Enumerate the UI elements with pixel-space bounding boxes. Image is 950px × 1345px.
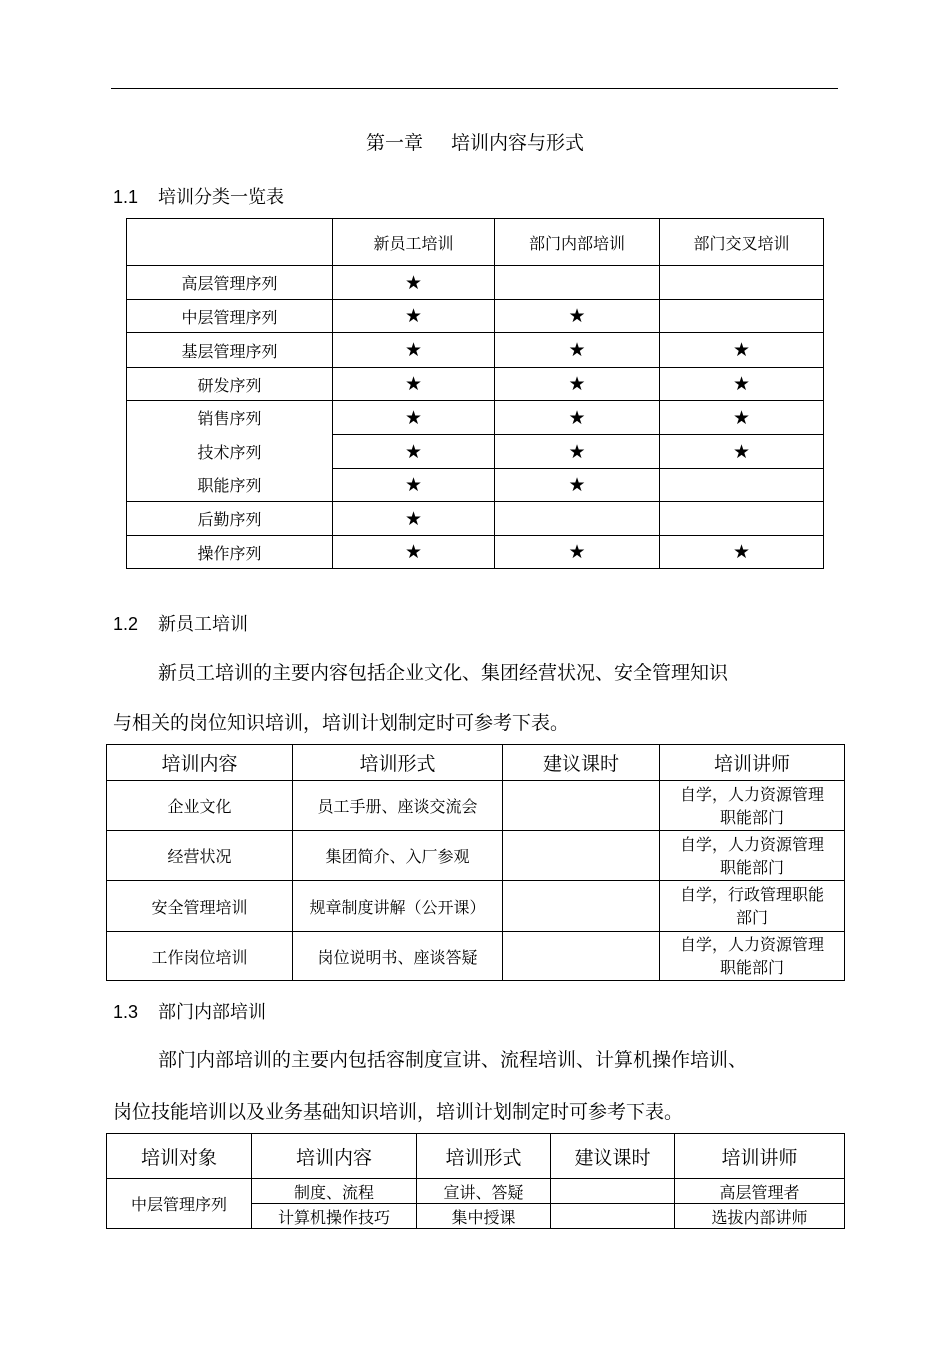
star-cell: ★ xyxy=(333,333,495,368)
star-cell xyxy=(495,502,660,536)
form-cell: 集团简介、入厂参观 xyxy=(293,831,503,881)
paragraph-line: 新员工培训的主要内容包括企业文化、集团经营状况、安全管理知识 xyxy=(158,662,729,684)
star-cell: ★ xyxy=(333,435,495,469)
row-label: 中层管理序列 xyxy=(127,300,333,333)
star-cell xyxy=(660,469,824,502)
table-header-row xyxy=(107,745,845,781)
content-cell: 制度、流程 xyxy=(252,1179,417,1204)
header-cell: 培训内容 xyxy=(107,745,293,781)
table-row xyxy=(107,881,845,932)
teacher-cell xyxy=(660,831,845,881)
header-cell: 建议课时 xyxy=(551,1134,675,1179)
hours-cell xyxy=(503,881,660,932)
row-label: 高层管理序列 xyxy=(127,266,333,300)
paragraph-line: 部门内部培训的主要内包括容制度宣讲、流程培训、计算机操作培训、 xyxy=(158,1049,748,1071)
row-label: 后勤序列 xyxy=(127,502,333,536)
row-label: 技术序列 xyxy=(127,435,333,469)
form-cell: 规章制度讲解（公开课） xyxy=(293,881,503,932)
teacher-cell: 选拔内部讲师 xyxy=(675,1204,845,1229)
star-cell: ★ xyxy=(333,300,495,333)
header-cell: 新员工培训 xyxy=(333,219,495,266)
section-heading-1-1 xyxy=(113,183,284,209)
section-number: 1.1 xyxy=(113,187,139,207)
star-cell: ★ xyxy=(495,469,660,502)
content-cell: 经营状况 xyxy=(107,831,293,881)
section-title: 新员工培训 xyxy=(158,614,248,635)
table-row xyxy=(127,333,824,368)
content-cell: 企业文化 xyxy=(107,781,293,831)
section-title: 部门内部培训 xyxy=(158,1002,266,1023)
form-cell: 员工手册、座谈交流会 xyxy=(293,781,503,831)
section-number: 1.3 xyxy=(113,1002,139,1022)
table-row xyxy=(107,831,845,881)
star-cell: ★ xyxy=(660,401,824,435)
table-row xyxy=(127,536,824,569)
star-cell: ★ xyxy=(495,368,660,401)
header-rule xyxy=(111,88,838,89)
table-header-row xyxy=(127,219,824,266)
row-label: 研发序列 xyxy=(127,368,333,401)
training-category-table xyxy=(126,218,824,569)
star-cell: ★ xyxy=(495,401,660,435)
table-row xyxy=(107,932,845,981)
header-cell: 部门内部培训 xyxy=(495,219,660,266)
table-row xyxy=(127,502,824,536)
table-row xyxy=(127,300,824,333)
section-number: 1.2 xyxy=(113,614,139,634)
hours-cell xyxy=(503,932,660,981)
teacher-cell xyxy=(660,881,845,932)
form-cell: 集中授课 xyxy=(417,1204,551,1229)
star-cell: ★ xyxy=(495,536,660,569)
chapter-number: 第一章 xyxy=(365,132,423,154)
star-cell xyxy=(660,266,824,300)
star-cell: ★ xyxy=(495,333,660,368)
chapter-name: 培训内容与形式 xyxy=(451,132,585,154)
section-title: 培训分类一览表 xyxy=(158,187,284,208)
star-cell: ★ xyxy=(333,401,495,435)
star-cell: ★ xyxy=(660,435,824,469)
star-cell: ★ xyxy=(333,469,495,502)
header-cell xyxy=(127,219,333,266)
table-row xyxy=(107,1179,845,1204)
hours-cell xyxy=(503,831,660,881)
chapter-title xyxy=(0,128,950,155)
star-cell xyxy=(495,266,660,300)
teacher-cell xyxy=(660,781,845,831)
hours-cell xyxy=(503,781,660,831)
section-heading-1-3 xyxy=(113,998,266,1024)
section-heading-1-2 xyxy=(113,610,248,636)
teacher-line: 自学，人力资源管理 xyxy=(679,834,824,854)
table-row xyxy=(127,401,824,435)
department-training-table xyxy=(106,1133,845,1229)
star-cell: ★ xyxy=(333,536,495,569)
content-cell: 工作岗位培训 xyxy=(107,932,293,981)
teacher-line: 职能部门 xyxy=(719,807,784,827)
table-row xyxy=(127,435,824,469)
star-cell xyxy=(660,300,824,333)
star-cell: ★ xyxy=(660,368,824,401)
teacher-cell: 高层管理者 xyxy=(675,1179,845,1204)
header-cell: 培训形式 xyxy=(417,1134,551,1179)
star-cell: ★ xyxy=(333,368,495,401)
hours-cell xyxy=(551,1204,675,1229)
row-label: 销售序列 xyxy=(127,401,333,435)
hours-cell xyxy=(551,1179,675,1204)
star-cell xyxy=(660,502,824,536)
row-label: 基层管理序列 xyxy=(127,333,333,368)
star-cell: ★ xyxy=(333,502,495,536)
row-label: 操作序列 xyxy=(127,536,333,569)
star-cell: ★ xyxy=(660,536,824,569)
teacher-line: 自学，人力资源管理 xyxy=(679,784,824,804)
header-cell: 培训形式 xyxy=(293,745,503,781)
new-employee-training-table xyxy=(106,744,845,981)
star-cell: ★ xyxy=(660,333,824,368)
table-row xyxy=(127,266,824,300)
form-cell: 岗位说明书、座谈答疑 xyxy=(293,932,503,981)
header-cell: 部门交叉培训 xyxy=(660,219,824,266)
header-cell: 建议课时 xyxy=(503,745,660,781)
header-cell: 培训讲师 xyxy=(660,745,845,781)
teacher-line: 职能部门 xyxy=(719,857,784,877)
star-cell: ★ xyxy=(495,435,660,469)
header-cell: 培训讲师 xyxy=(675,1134,845,1179)
paragraph-line: 岗位技能培训以及业务基础知识培训，培训计划制定时可参考下表。 xyxy=(113,1101,684,1123)
row-label: 职能序列 xyxy=(127,469,333,502)
table-row xyxy=(127,368,824,401)
teacher-line: 职能部门 xyxy=(719,958,784,977)
content-cell: 安全管理培训 xyxy=(107,881,293,932)
teacher-cell xyxy=(660,932,845,981)
star-cell: ★ xyxy=(333,266,495,300)
teacher-line: 自学，人力资源管理 xyxy=(679,935,824,954)
table-row xyxy=(127,469,824,502)
header-cell: 培训对象 xyxy=(107,1134,252,1179)
target-cell: 中层管理序列 xyxy=(107,1179,252,1229)
star-cell: ★ xyxy=(495,300,660,333)
table-header-row xyxy=(107,1134,845,1179)
header-cell: 培训内容 xyxy=(252,1134,417,1179)
table-row xyxy=(107,781,845,831)
form-cell: 宣讲、答疑 xyxy=(417,1179,551,1204)
teacher-line: 部门 xyxy=(735,908,768,927)
teacher-line: 自学，行政管理职能 xyxy=(679,885,824,904)
paragraph-line: 与相关的岗位知识培训，培训计划制定时可参考下表。 xyxy=(113,712,570,734)
content-cell: 计算机操作技巧 xyxy=(252,1204,417,1229)
